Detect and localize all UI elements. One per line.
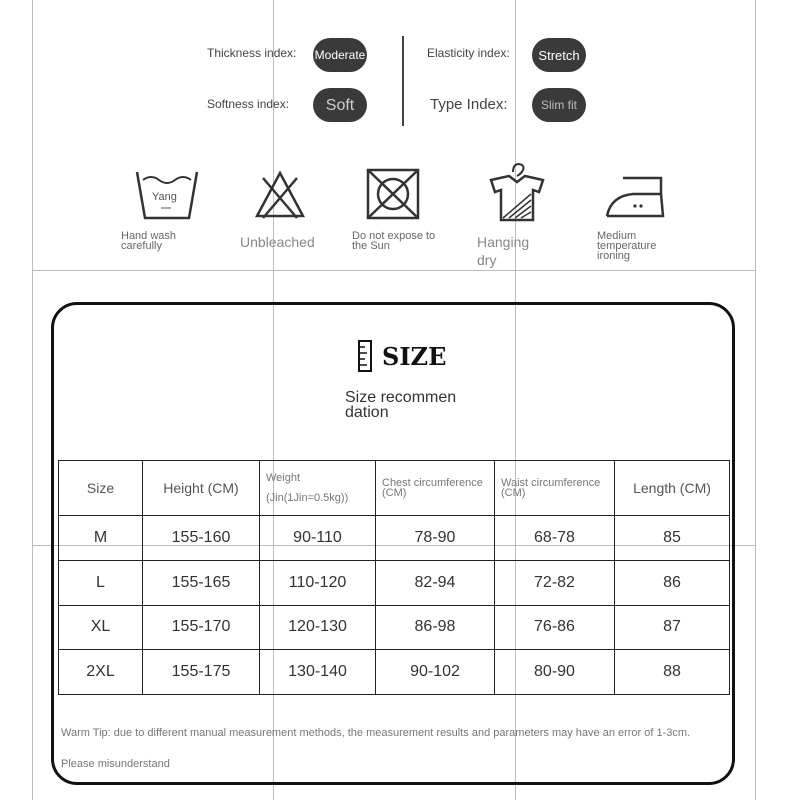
- size-heading: [358, 340, 446, 372]
- cell-weight: 120-130: [260, 605, 376, 650]
- do-not-tumble-dry-icon: [364, 166, 422, 227]
- cell-height: 155-165: [143, 560, 260, 605]
- header-weight: [260, 461, 376, 516]
- ruler-icon: [358, 340, 372, 372]
- cell-height: 155-170: [143, 605, 260, 650]
- cell-chest: 82-94: [376, 560, 495, 605]
- elasticity-label: Elasticity index:: [427, 46, 510, 60]
- softness-badge: Soft: [313, 88, 367, 122]
- cell-height: 155-175: [143, 650, 260, 695]
- softness-label: Softness index:: [207, 97, 290, 111]
- hanging-dry-label: Hanging dry: [477, 234, 530, 268]
- grid-line: [32, 270, 756, 271]
- cell-waist: 72-82: [495, 560, 615, 605]
- table-row: [59, 605, 730, 650]
- header-waist: Waist circumference (CM): [495, 461, 615, 516]
- cell-size: 2XL: [59, 650, 143, 695]
- type-label: Type Index:: [430, 96, 508, 113]
- do-not-bleach-icon: [254, 170, 306, 225]
- type-badge: Slim fit: [532, 88, 586, 122]
- table-row: [59, 560, 730, 605]
- thickness-label: Thickness index:: [207, 46, 297, 60]
- header-length: Length (CM): [615, 461, 730, 516]
- ironing-label: Medium temperature ironing: [597, 230, 657, 262]
- iron-icon: [603, 172, 667, 225]
- cell-size: M: [59, 516, 143, 561]
- note: Please misunderstand: [61, 758, 170, 770]
- header-weight-line2: (Jin(1Jin=0.5kg)): [266, 492, 349, 504]
- table-row: [59, 516, 730, 561]
- hanging-dry-icon: [489, 160, 545, 227]
- cell-weight: 110-120: [260, 560, 376, 605]
- cell-chest: 90-102: [376, 650, 495, 695]
- thickness-badge: Moderate: [313, 38, 367, 72]
- cell-weight: 130-140: [260, 650, 376, 695]
- hand-wash-label: Hand wash carefully: [121, 230, 177, 252]
- cell-chest: 78-90: [376, 516, 495, 561]
- header-chest: Chest circumference (CM): [376, 461, 495, 516]
- size-subtitle: Size recommendation: [345, 389, 457, 421]
- cell-waist: 68-78: [495, 516, 615, 561]
- table-row: [59, 650, 730, 695]
- cell-waist: 80-90: [495, 650, 615, 695]
- table-header-row: [59, 461, 730, 516]
- cell-waist: 76-86: [495, 605, 615, 650]
- header-size: Size: [59, 461, 143, 516]
- hand-wash-icon: [135, 168, 199, 227]
- size-table: [58, 460, 730, 695]
- no-sun-label: Do not expose to the Sun: [352, 230, 436, 252]
- warm-tip: Warm Tip: due to different manual measurement methods, the measurement results and parameters may have an error of 1-3cm.: [61, 727, 691, 739]
- cell-weight: 90-110: [260, 516, 376, 561]
- cell-height: 155-160: [143, 516, 260, 561]
- cell-length: 87: [615, 605, 730, 650]
- elasticity-badge: Stretch: [532, 38, 586, 72]
- cell-size: L: [59, 560, 143, 605]
- header-weight-line1: Weight: [266, 472, 301, 484]
- size-title: SIZE: [382, 341, 447, 371]
- grid-line: [755, 0, 756, 800]
- unbleached-label: Unbleached: [240, 234, 315, 250]
- divider: [402, 36, 404, 126]
- cell-length: 88: [615, 650, 730, 695]
- cell-chest: 86-98: [376, 605, 495, 650]
- cell-length: 86: [615, 560, 730, 605]
- header-height: Height (CM): [143, 461, 260, 516]
- cell-length: 85: [615, 516, 730, 561]
- cell-size: XL: [59, 605, 143, 650]
- hand-wash-text: Yang: [152, 191, 177, 203]
- grid-line: [32, 0, 33, 800]
